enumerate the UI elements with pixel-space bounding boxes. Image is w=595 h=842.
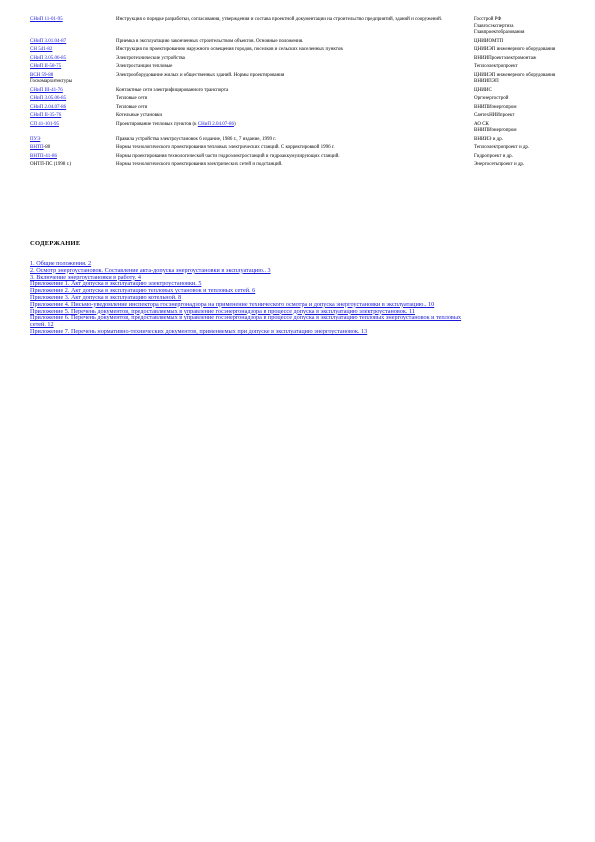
norm-code-link[interactable]: СНиП III-41-76 xyxy=(30,87,63,93)
norm-code-link[interactable]: СНиП 3.01.04-87 xyxy=(30,38,67,44)
norm-organization: Главпроектобразования xyxy=(474,30,525,35)
norms-row xyxy=(30,162,570,171)
norm-organization: СантехНИИпроект xyxy=(474,113,515,118)
norm-title-cell xyxy=(116,137,474,146)
norm-title-cell xyxy=(116,39,474,48)
toc-item xyxy=(30,315,470,329)
norm-title-cell xyxy=(116,162,474,171)
norm-code-link[interactable]: СНиП 2.04.07-86 xyxy=(30,104,67,110)
norm-code-link[interactable]: ВСН 59-88 xyxy=(30,72,54,78)
norm-org-cell xyxy=(474,88,570,97)
norm-org-cell xyxy=(474,122,570,137)
norm-org-cell xyxy=(474,105,570,114)
norm-organization: ЦНИИОМТП xyxy=(474,38,504,44)
norm-code-cell xyxy=(30,162,116,171)
norm-title-cell xyxy=(116,96,474,105)
norm-organization: Гидропроект и др. xyxy=(474,153,513,159)
norm-organization: ВНИИПЭП xyxy=(474,79,499,84)
toc-link[interactable]: Приложение 6. Перечень документов, предоставляемых в управление госэнергонадзора в процессе допуска в эксплуатацию тепловых энергоустановок и тепловых сетей. 12 xyxy=(30,314,462,329)
norms-row xyxy=(30,47,570,56)
norm-code-link[interactable]: СНиП 3.05.06-85 xyxy=(30,55,67,61)
norm-org-cell xyxy=(474,145,570,154)
norms-table-body xyxy=(30,17,570,171)
contents-heading: СОДЕРЖАНИЕ xyxy=(30,240,81,247)
norm-code-link[interactable]: СНиП II-58-75 xyxy=(30,64,62,69)
norm-organization: Теплоэлектропроект xyxy=(474,64,518,69)
norm-title-cell xyxy=(116,145,474,154)
norm-org-cell xyxy=(474,47,570,56)
norm-code-link[interactable]: ВНТП xyxy=(30,145,44,150)
norm-organization: ЦНИИЭП инженерного оборудования xyxy=(474,47,556,52)
norm-title: Тепловые сети xyxy=(116,104,148,110)
norm-organization: ВНИИПроектэлектромонтаж xyxy=(474,55,537,61)
toc-link[interactable]: Приложение 2. Акт допуска в эксплуатацию тепловых установок и тепловых сетей. 6 xyxy=(30,287,256,295)
norm-code-note: Госкомархитектуры xyxy=(30,79,73,84)
norm-title: Котельные установки xyxy=(116,113,163,118)
norm-title-cell xyxy=(116,113,474,122)
norm-title: Нормы технологического проектирования тепловых электрических станций. С корректировкой 1996 г. xyxy=(116,145,335,150)
norms-row xyxy=(30,39,570,48)
norm-organization: АО СК xyxy=(474,121,489,127)
norms-row xyxy=(30,145,570,154)
norm-code-cell xyxy=(30,113,116,122)
norm-code-cell xyxy=(30,39,116,48)
norm-code-cell xyxy=(30,96,116,105)
toc-link[interactable]: 1. Общие положения. 2 xyxy=(30,260,92,267)
norm-org-cell xyxy=(474,64,570,73)
norm-code-cell xyxy=(30,137,116,146)
norm-title: Инструкция о порядке разработки, согласования, утверждения и состава проектной документации на строительство предприятий, зданий и сооружений. xyxy=(116,17,443,22)
norm-code-cell xyxy=(30,17,116,39)
norms-table xyxy=(30,17,570,171)
norm-code-link[interactable]: ВНТП-41-86 xyxy=(30,153,57,159)
norm-code-cell xyxy=(30,88,116,97)
norm-title-cell xyxy=(116,73,474,88)
norm-code-cell xyxy=(30,122,116,137)
toc-link[interactable]: Приложение 1. Акт допуска в эксплуатацию электроустановки. 5 xyxy=(30,280,202,288)
norm-org-cell xyxy=(474,39,570,48)
norm-code-suffix: -80 xyxy=(43,145,51,150)
norm-title-cell xyxy=(116,64,474,73)
norm-title-cell xyxy=(116,17,474,39)
norm-title: Нормы технологического проектирования электрических сетей и подстанций. xyxy=(116,162,283,167)
norms-row xyxy=(30,105,570,114)
norm-org-cell xyxy=(474,56,570,65)
norm-title: Тепловые сети xyxy=(116,96,148,101)
norm-organization: Оргэнергострой xyxy=(474,96,509,101)
norms-row xyxy=(30,73,570,88)
norm-code-link[interactable]: СН 541-82 xyxy=(30,47,53,52)
table-of-contents xyxy=(30,261,470,336)
toc-link[interactable]: Приложение 7. Перечень нормативно-технических документов, применяемых при допуске в эксплуатацию энергоустановок. 13 xyxy=(30,327,368,335)
norm-title: Контактные сети электрифицированного транспорта xyxy=(116,87,229,93)
norm-title: Приемка в эксплуатацию законченных строительством объектов. Основные положения. xyxy=(116,38,304,44)
norm-organization: Энергосетьпроект и др. xyxy=(474,162,525,167)
norms-row xyxy=(30,88,570,97)
norm-code-link[interactable]: СНиП II-35-76 xyxy=(30,113,62,118)
norm-org-cell xyxy=(474,113,570,122)
norms-row xyxy=(30,64,570,73)
norm-org-cell xyxy=(474,96,570,105)
toc-link[interactable]: Приложение 5. Перечень документов, предоставляемых в управление госэнергонадзора в процессе допуска в эксплуатацию электроустановок. 11 xyxy=(30,307,415,315)
norm-organization: Госстрой РФ xyxy=(474,17,502,22)
norm-title: Правила устройства электроустановок 6 издание, 1986 г., 7 издание, 1999 г. xyxy=(116,136,276,142)
norms-row xyxy=(30,96,570,105)
norm-code-cell xyxy=(30,154,116,163)
toc-link[interactable]: Приложение 3. Акт допуска в эксплуатацию котельной. 8 xyxy=(30,293,182,301)
norm-org-cell xyxy=(474,17,570,39)
norm-org-cell xyxy=(474,154,570,163)
toc-link[interactable]: Приложение 4. Письмо-уведомление инспектора госэнергонадзора на применение технического осмотра и допуска энергоустановки в эксплуатацию.. 10 xyxy=(30,300,435,308)
norms-row xyxy=(30,113,570,122)
norm-title: Электротехнические устройства xyxy=(116,55,185,61)
norm-code-link[interactable]: СНиП 11-01-95 xyxy=(30,17,63,22)
norms-row xyxy=(30,122,570,137)
norm-title: Инструкция по проектированию наружного освещения городов, поселков и сельских населенных пунктов xyxy=(116,47,343,52)
norm-title: Нормы проектирования технологической части гидроэлектростанций и гидроаккумулирующих станций. xyxy=(116,153,340,159)
norms-row xyxy=(30,17,570,39)
norm-code-cell xyxy=(30,47,116,56)
norm-org-cell xyxy=(474,162,570,171)
norm-title: Электрооборудование жилых и общественных зданий. Нормы проектирования xyxy=(116,72,285,78)
norm-code-cell xyxy=(30,105,116,114)
norm-title-link[interactable]: СНиП 2.04.07-86 xyxy=(197,121,234,127)
norm-title-suffix: ) xyxy=(233,121,236,127)
norm-code-cell xyxy=(30,64,116,73)
norms-row xyxy=(30,137,570,146)
norm-org-cell xyxy=(474,73,570,88)
norm-code-link[interactable]: СНиП 3.05.06-85 xyxy=(30,96,67,101)
toc-item xyxy=(30,329,470,336)
norm-title: Проектирование тепловых пунктов (к xyxy=(116,121,198,127)
norm-code-cell xyxy=(30,56,116,65)
norm-title-cell xyxy=(116,105,474,114)
norm-organization: ВНИПИэнергопром xyxy=(474,128,517,133)
toc-link[interactable]: 3. Включение энергоустановки в работу. 4 xyxy=(30,273,141,281)
norm-title-cell xyxy=(116,154,474,163)
norm-code-cell xyxy=(30,145,116,154)
norm-organization: ВНИПИэнергопром xyxy=(474,104,517,110)
norm-org-cell xyxy=(474,137,570,146)
norm-code-link[interactable]: СП 41-101-95 xyxy=(30,121,60,127)
norm-code-cell xyxy=(30,73,116,88)
norm-organization: ВНИИЭ и др. xyxy=(474,136,503,142)
norm-title-cell xyxy=(116,56,474,65)
norm-organization: ЦНИИС xyxy=(474,87,492,93)
norm-code: ОНТП-ПС (1998 г.) xyxy=(30,162,72,167)
norm-organization: Главгосэкспертиза xyxy=(474,23,514,29)
norm-code-link[interactable]: ПУЭ xyxy=(30,136,41,142)
norm-title-cell xyxy=(116,88,474,97)
norms-row xyxy=(30,56,570,65)
norms-row xyxy=(30,154,570,163)
toc-link[interactable]: 2. Осмотр энергоустановок. Составление акта-допуска энергоустановки в эксплуатацию.. 3 xyxy=(30,266,271,274)
norm-organization: ЦНИИЭП инженерного оборудования xyxy=(474,72,556,78)
norm-title-cell xyxy=(116,47,474,56)
norm-organization: Теплоэлектропроект и др. xyxy=(474,145,530,150)
norm-title: Электростанции тепловые xyxy=(116,64,173,69)
norm-title-cell xyxy=(116,122,474,137)
